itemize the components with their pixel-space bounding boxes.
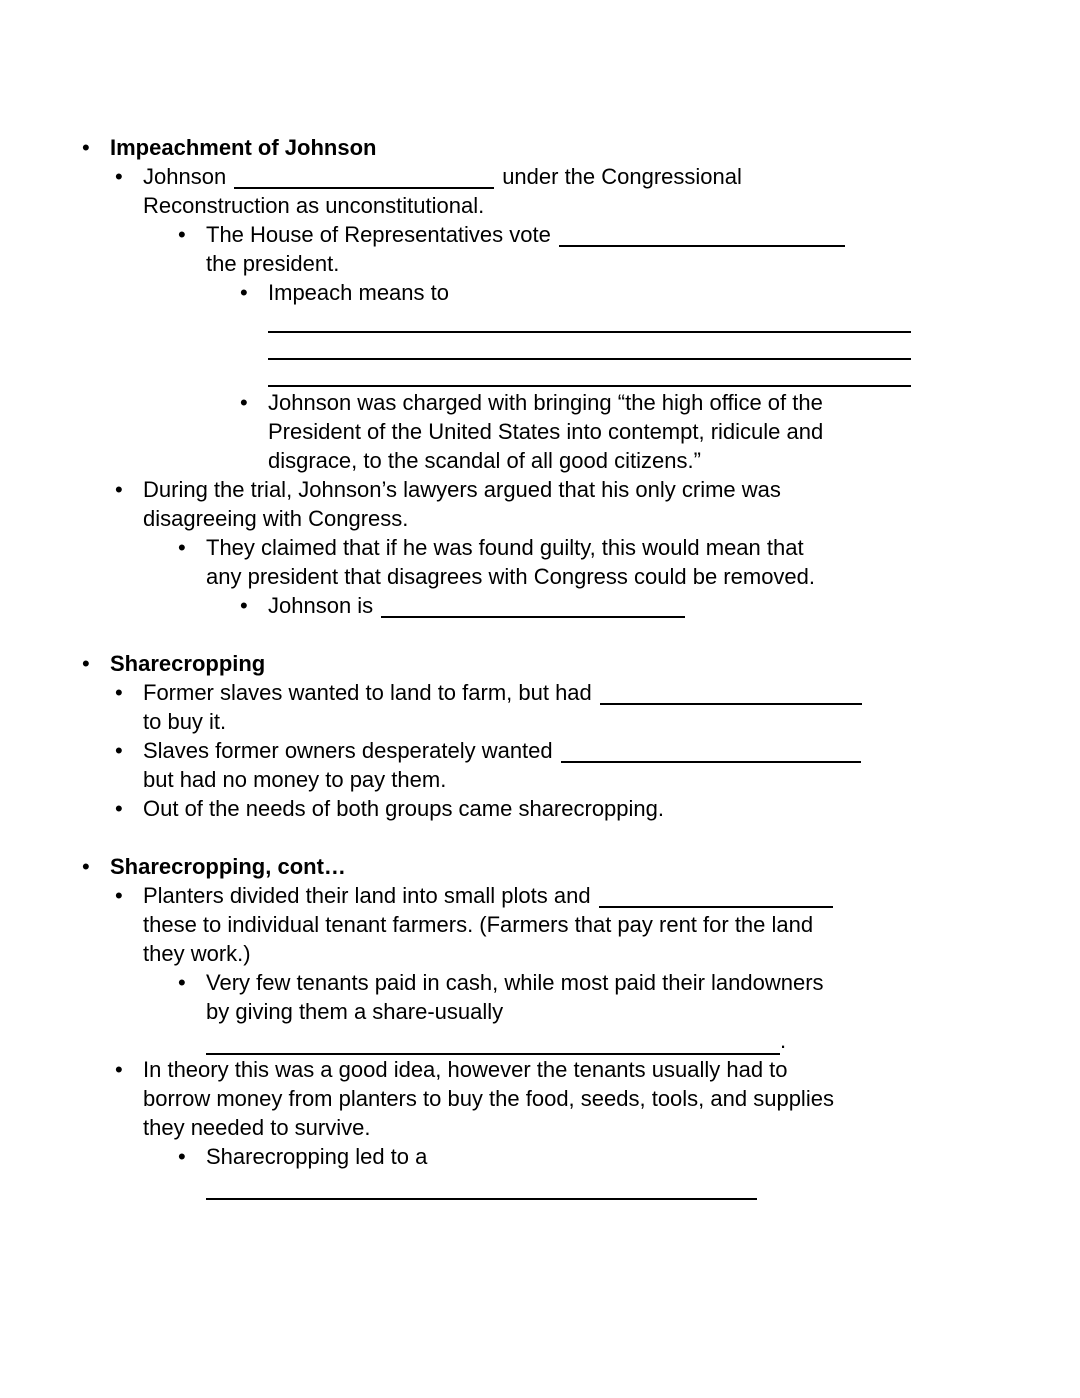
bullet-icon: • [82,854,90,879]
bullet-icon: • [178,222,186,247]
list-item [82,852,1080,881]
list-item [178,968,1080,1055]
fill-in-blank [561,761,861,763]
text-line: these to individual tenant farmers. (Farmers that pay rent for the land [143,912,814,937]
list-item [115,475,1080,533]
fill-in-line [268,334,911,360]
fill-in-blank [559,245,845,247]
list-item [240,278,1080,388]
list-item [178,1142,1080,1200]
text-line: They claimed that if he was found guilty, this would mean that [206,535,804,560]
text-segment: Slaves former owners desperately wanted [143,738,553,763]
text-line: President of the United States into contempt, ridicule and [268,419,824,444]
blank-row [0,823,1080,852]
fill-in-line-row [206,1026,824,1055]
text-line [143,736,869,765]
text-line: they work.) [143,941,251,966]
text-line: disagreeing with Congress. [143,506,409,531]
text-line: Very few tenants paid in cash, while most paid their landowners [206,970,824,995]
text-line: by giving them a share-usually [206,999,504,1024]
bullet-icon: • [178,970,186,995]
list-item [82,649,1080,678]
text-line: borrow money from planters to buy the food, seeds, tools, and supplies [143,1086,834,1111]
bullet-icon: • [115,164,123,189]
text-segment: under the Congressional [502,164,742,189]
section-heading: Sharecropping [110,651,266,676]
text-segment: Johnson is [268,593,374,618]
list-item [115,162,1080,220]
text-line: but had no money to pay them. [143,767,447,792]
text-segment: Johnson [143,164,227,189]
bullet-icon: • [115,883,123,908]
bullet-icon: • [115,477,123,502]
bullet-icon: • [178,535,186,560]
text-line: Impeach means to [268,280,449,305]
fill-in-line [268,307,911,333]
text-line [143,678,870,707]
text-segment: . [780,1028,787,1053]
fill-in-line [268,361,911,387]
text-line: During the trial, Johnson’s lawyers argued that his only crime was [143,477,781,502]
text-line: any president that disagrees with Congress could be removed. [206,564,816,589]
bullet-icon: • [240,593,248,618]
text-line: Out of the needs of both groups came sharecropping. [143,796,664,821]
text-line [268,591,693,620]
list-item [115,736,1080,794]
text-line [143,162,742,191]
text-line: Sharecropping led to a [206,1144,428,1169]
fill-in-blank [234,187,494,189]
text-line: Reconstruction as unconstitutional. [143,193,485,218]
list-item [240,388,1080,475]
section-heading: Sharecropping, cont… [110,854,346,879]
list-item [178,533,1080,591]
bullet-icon: • [240,390,248,415]
list-item [115,881,1080,968]
bullet-icon: • [240,280,248,305]
fill-in-blank [381,616,685,618]
section-heading: Impeachment of Johnson [110,135,377,160]
bullet-icon: • [115,738,123,763]
list-item [178,220,1080,278]
fill-in-line [206,1173,757,1200]
fill-in-line-row [206,1171,757,1200]
list-item [82,133,1080,162]
text-line: Johnson was charged with bringing “the high office of the [268,390,823,415]
bullet-icon: • [82,651,90,676]
text-segment: The House of Representatives vote [206,222,551,247]
text-line [206,220,853,249]
text-line: they needed to survive. [143,1115,371,1140]
bullet-icon: • [82,135,90,160]
list-item [115,794,1080,823]
list-item [115,1055,1080,1142]
text-line: disgrace, to the scandal of all good citizens.” [268,448,701,473]
fill-in-line [206,1028,780,1055]
fill-in-blank [600,703,862,705]
text-segment: Former slaves wanted to land to farm, but had [143,680,592,705]
text-line: the president. [206,251,340,276]
list-item [115,678,1080,736]
text-line [143,881,841,910]
text-line: In theory this was a good idea, however the tenants usually had to [143,1057,788,1082]
text-line: to buy it. [143,709,227,734]
blank-row [0,620,1080,649]
bullet-icon: • [115,796,123,821]
fill-in-blank [599,906,833,908]
bullet-icon: • [115,1057,123,1082]
text-segment: Planters divided their land into small plots and [143,883,591,908]
list-item [240,591,1080,620]
bullet-icon: • [115,680,123,705]
bullet-icon: • [178,1144,186,1169]
